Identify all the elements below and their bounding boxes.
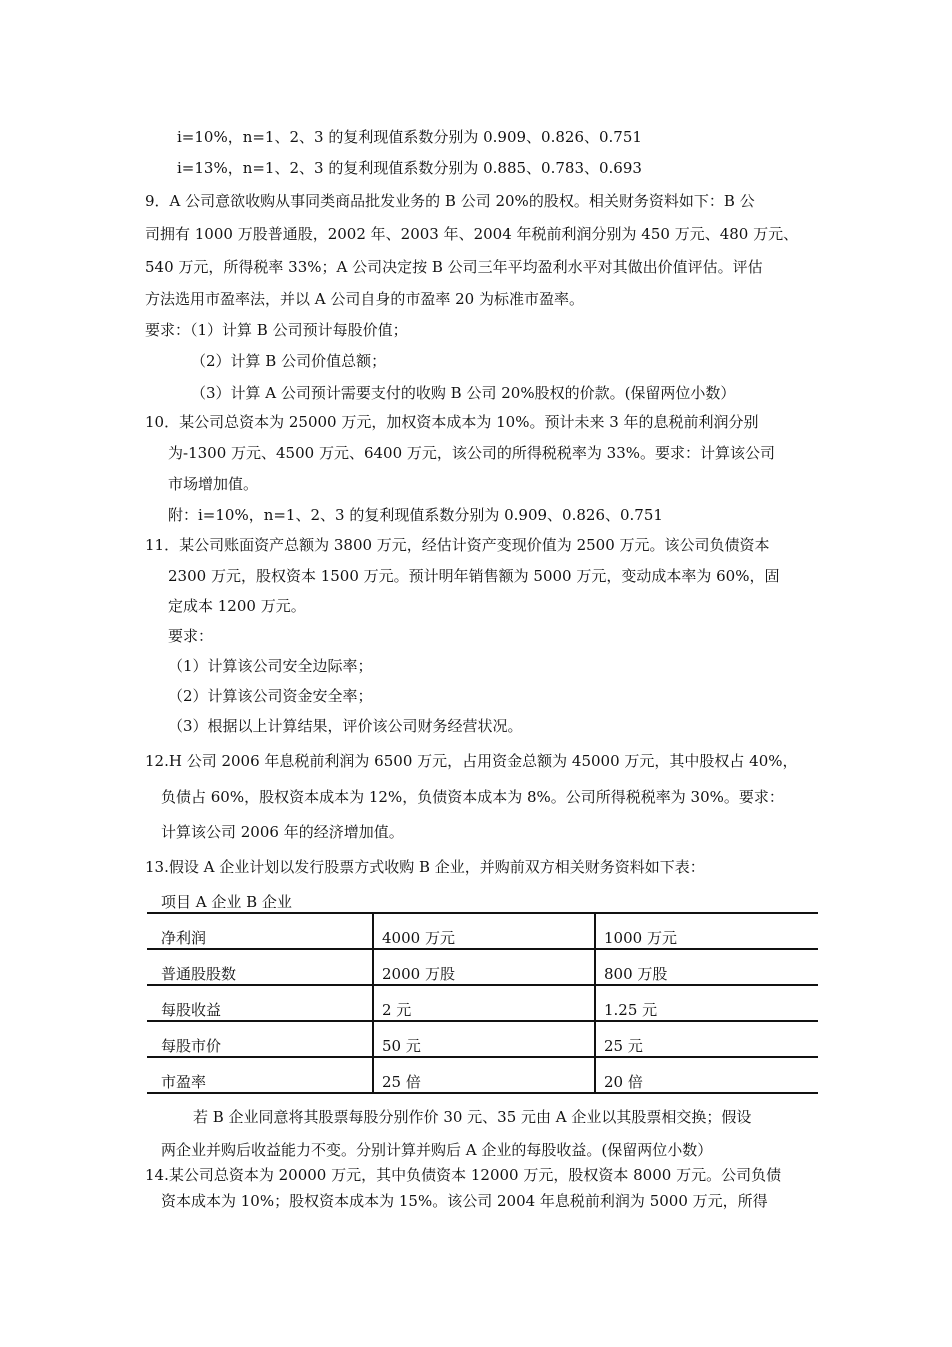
text-line: 计算该公司 2006 年的经济增加值。 xyxy=(161,823,404,841)
table-cell: 1.25 元 xyxy=(604,1001,658,1019)
text-line: （3）根据以上计算结果，评价该公司财务经营状况。 xyxy=(168,717,523,735)
table-cell: 25 倍 xyxy=(382,1073,421,1091)
table-cell: 50 元 xyxy=(382,1037,421,1055)
text-line: 要求： xyxy=(168,627,214,645)
table-cell: 1000 万元 xyxy=(604,929,677,947)
table-rule xyxy=(147,1056,818,1058)
table-cell: 800 万股 xyxy=(604,965,668,983)
text-line: 540 万元，所得税率 33%；A 公司决定按 B 公司三年平均盈利水平对其做出价值评估。评估 xyxy=(145,258,763,276)
text-line: i=10%，n=1、2、3 的复利现值系数分别为 0.909、0.826、0.751 xyxy=(177,128,642,146)
table-cell: 净利润 xyxy=(161,929,207,947)
table-cell: 2 元 xyxy=(382,1001,412,1019)
text-line: 若 B 企业同意将其股票每股分别作价 30 元、35 元由 A 企业以其股票相交换；假设 xyxy=(193,1108,752,1126)
text-line: 11．某公司账面资产总额为 3800 万元，经估计资产变现价值为 2500 万元。该公司负债资本 xyxy=(145,536,770,554)
table-cell: 25 元 xyxy=(604,1037,643,1055)
text-line: 要求：（1）计算 B 公司预计每股价值； xyxy=(145,321,408,339)
text-line: 资本成本为 10%；股权资本成本为 15%。该公司 2004 年息税前利润为 5000 万元，所得 xyxy=(161,1192,768,1210)
text-line: （2）计算该公司资金安全率； xyxy=(168,687,373,705)
text-line: 13.假设 A 企业计划以发行股票方式收购 B 企业，并购前双方相关财务资料如下表： xyxy=(145,858,705,876)
text-line: 方法选用市盈率法，并以 A 公司自身的市盈率 20 为标准市盈率。 xyxy=(145,290,584,308)
table-cell: 4000 万元 xyxy=(382,929,455,947)
table-rule xyxy=(147,1020,818,1022)
table-cell: 2000 万股 xyxy=(382,965,455,983)
table-rule xyxy=(147,1092,818,1094)
text-line: 司拥有 1000 万股普通股，2002 年、2003 年、2004 年税前利润分别为 450 万元、480 万元、 xyxy=(145,225,799,243)
text-line: （1）计算该公司安全边际率； xyxy=(168,657,373,675)
text-line: 14.某公司总资本为 20000 万元，其中负债资本 12000 万元，股权资本 8000 万元。公司负债 xyxy=(145,1166,782,1184)
table-cell: 市盈率 xyxy=(161,1073,207,1091)
text-line: （3）计算 A 公司预计需要支付的收购 B 公司 20%股权的价款。(保留两位小数） xyxy=(191,384,736,402)
text-line: 10．某公司总资本为 25000 万元，加权资本成本为 10%。预计未来 3 年的息税前利润分别 xyxy=(145,413,759,431)
text-line: 12.H 公司 2006 年息税前利润为 6500 万元，占用资金总额为 45000 万元，其中股权占 40%， xyxy=(145,752,798,770)
text-line: 9．A 公司意欲收购从事同类商品批发业务的 B 公司 20%的股权。相关财务资料如下：B 公 xyxy=(145,192,755,210)
table-rule xyxy=(147,912,818,914)
table-cell: 每股收益 xyxy=(161,1001,222,1019)
text-line: 附：i=10%，n=1、2、3 的复利现值系数分别为 0.909、0.826、0.751 xyxy=(168,506,663,524)
table-divider xyxy=(594,912,596,1093)
table-rule xyxy=(147,984,818,986)
table-rule xyxy=(147,948,818,950)
table-cell: 20 倍 xyxy=(604,1073,643,1091)
text-line: （2）计算 B 公司价值总额； xyxy=(191,352,387,370)
table-cell: 普通股股数 xyxy=(161,965,237,983)
text-line: 负债占 60%，股权资本成本为 12%，负债资本成本为 8%。公司所得税税率为 30%。要求： xyxy=(161,788,784,806)
table-cell: 每股市价 xyxy=(161,1037,222,1055)
text-line: i=13%，n=1、2、3 的复利现值系数分别为 0.885、0.783、0.693 xyxy=(177,159,642,177)
text-line: 为-1300 万元、4500 万元、6400 万元，该公司的所得税税率为 33%。要求：计算该公司 xyxy=(168,444,776,462)
table-header-text: 项目 A 企业 B 企业 xyxy=(161,893,292,911)
text-line: 两企业并购后收益能力不变。分别计算并购后 A 企业的每股收益。(保留两位小数） xyxy=(161,1141,713,1159)
text-line: 市场增加值。 xyxy=(168,475,259,493)
text-line: 定成本 1200 万元。 xyxy=(168,597,306,615)
text-line: 2300 万元，股权资本 1500 万元。预计明年销售额为 5000 万元，变动成本率为 60%，固 xyxy=(168,567,780,585)
table-divider xyxy=(372,912,374,1093)
